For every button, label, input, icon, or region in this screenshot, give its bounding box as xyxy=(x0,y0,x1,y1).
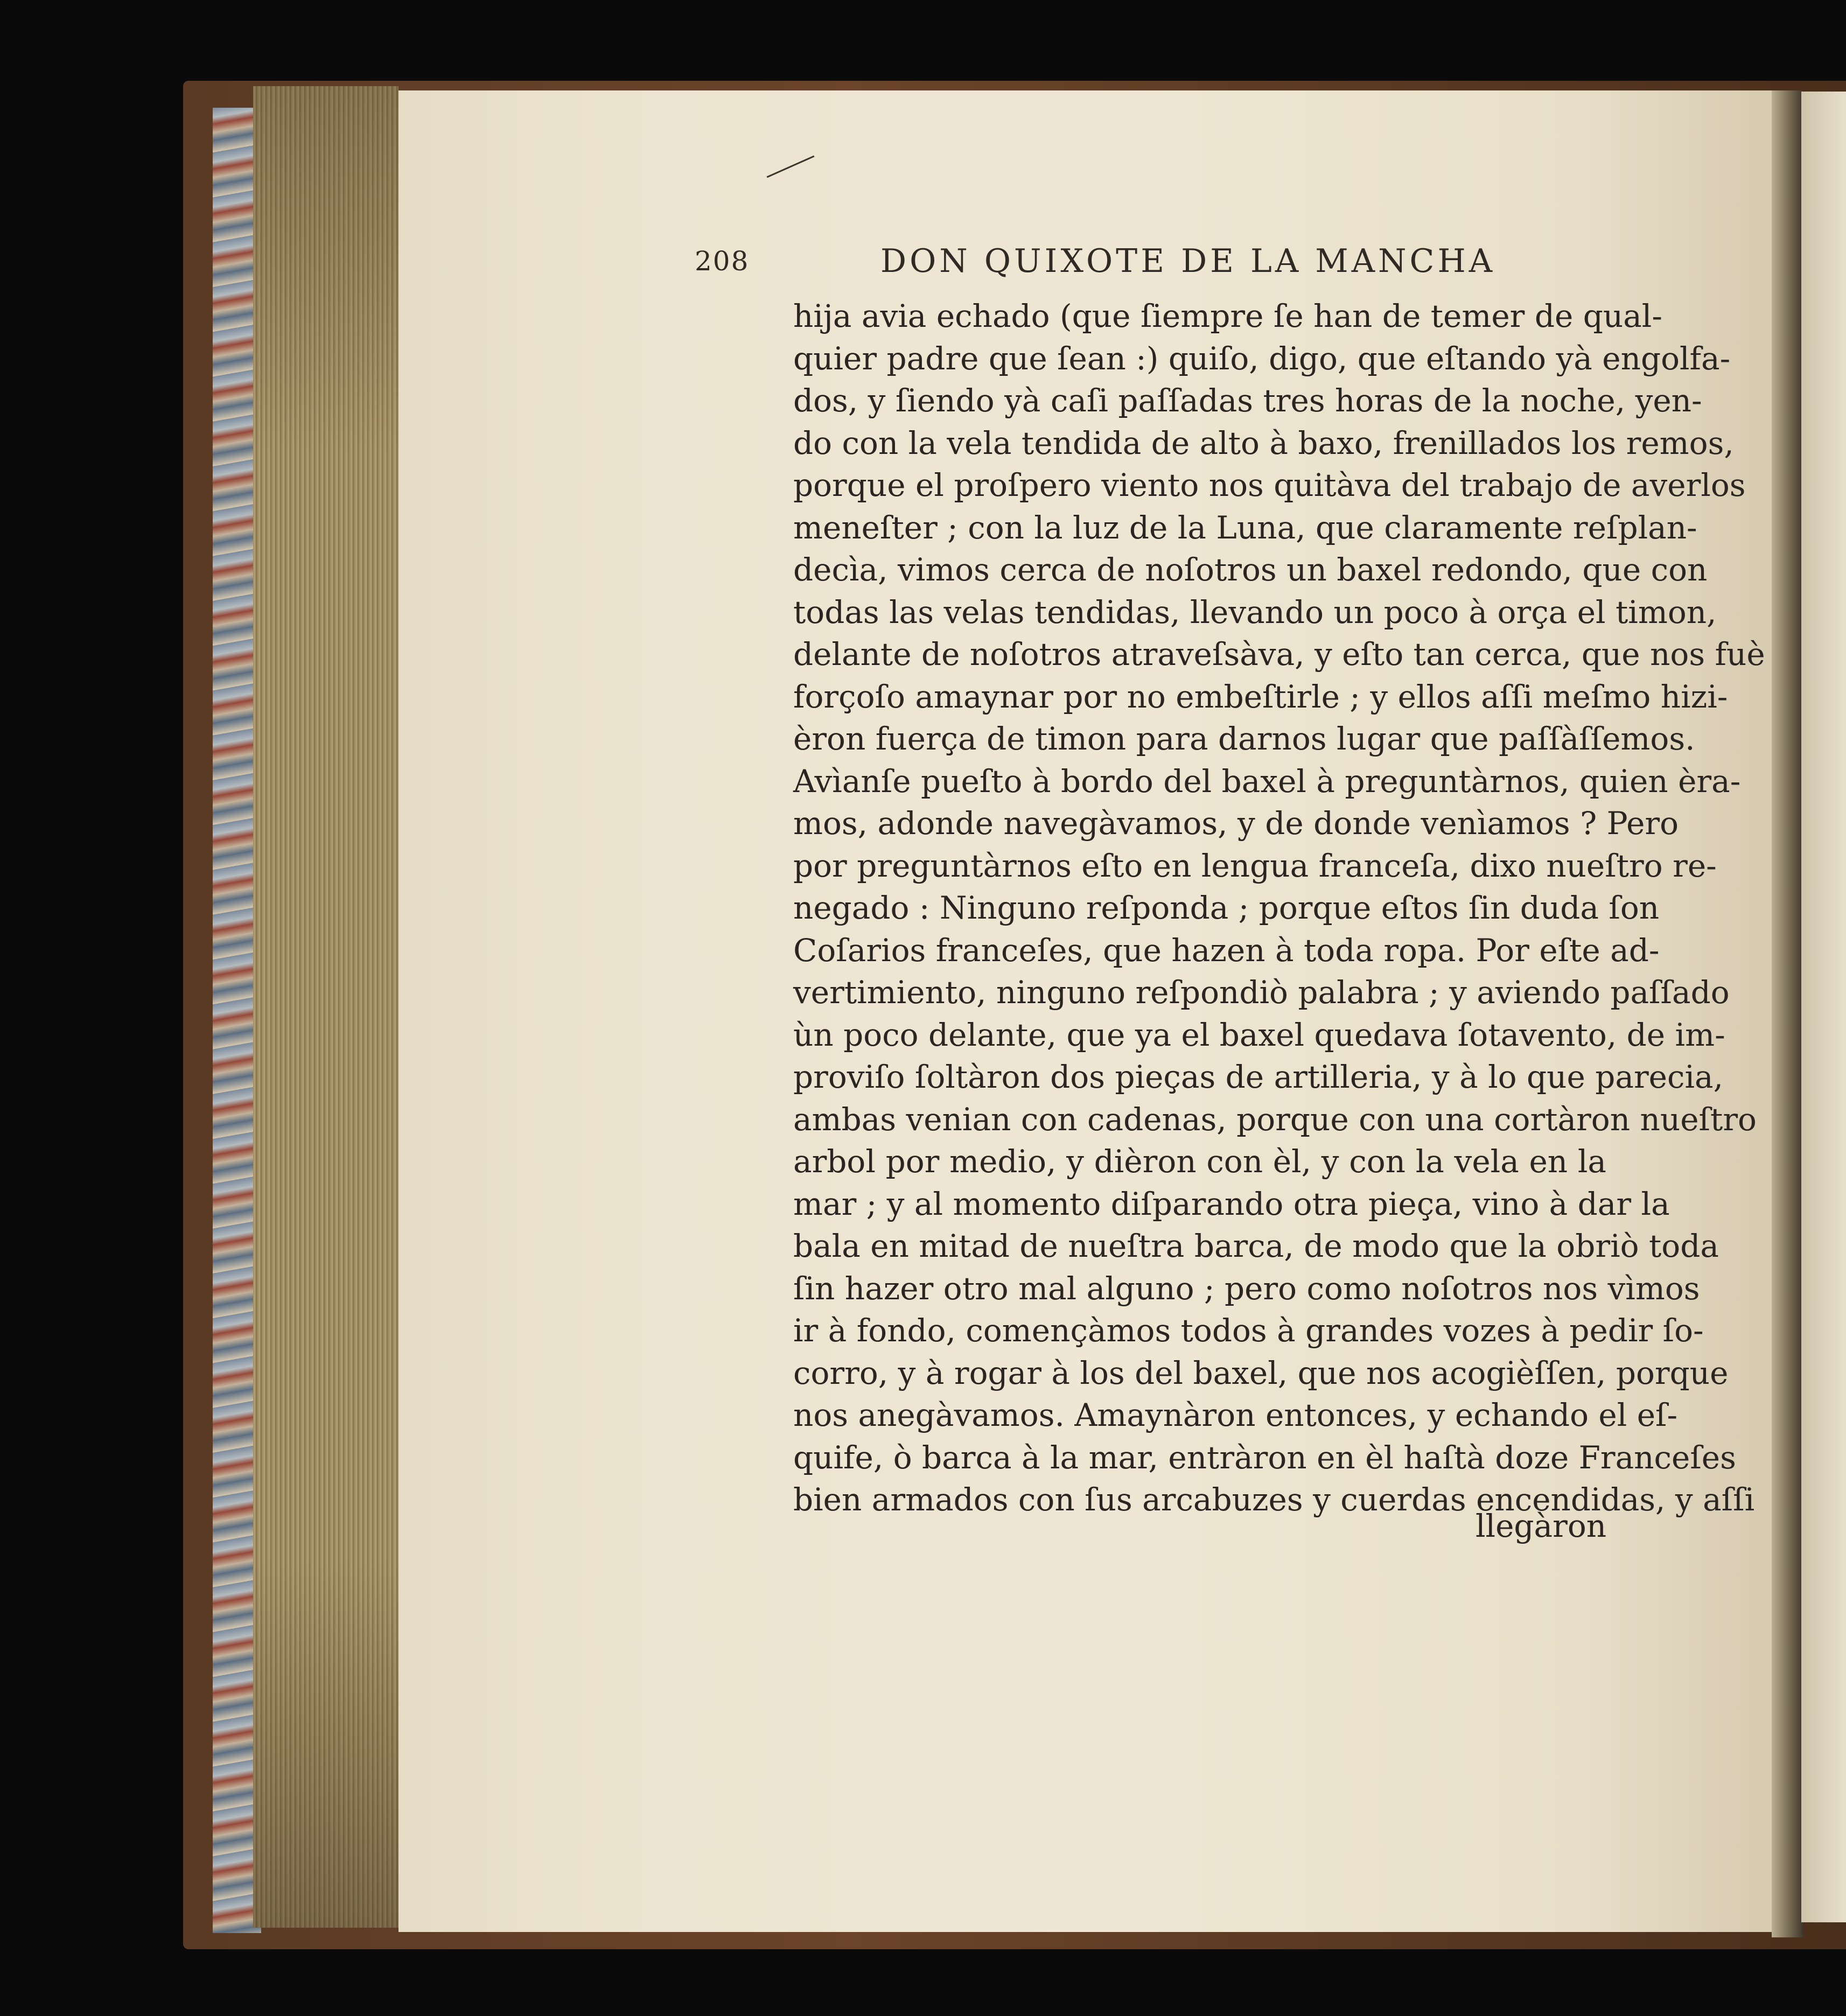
text-line: corro, y à rogar à los del baxel, que nos acogièſſen, porque xyxy=(793,1354,1729,1391)
text-line: todas las velas tendidas, llevando un poco à orça el timon, xyxy=(793,593,1717,631)
text-line: bien armados con ſus arcabuzes y cuerdas encendidas, y aſſi xyxy=(793,1481,1755,1518)
text-line: ir à fondo, començàmos todos à grandes vozes à pedir ſo- xyxy=(793,1312,1704,1349)
page-number: 208 xyxy=(695,246,750,277)
catchword: llegàron xyxy=(1476,1508,1607,1544)
page-gutter xyxy=(1772,90,1804,1937)
text-line: nos anegàvamos. Amaynàron entonces, y echando el eſ- xyxy=(793,1397,1678,1433)
text-line: negado : Ninguno reſponda ; porque eſtos ſin duda ſon xyxy=(793,890,1660,926)
text-line: meneſter ; con la luz de la Luna, que claramente reſplan- xyxy=(793,509,1697,546)
page-edges xyxy=(253,86,398,1928)
text-line: proviſo ſoltàron dos pieças de artilleria, y à lo que parecia, xyxy=(793,1059,1724,1095)
page-title: DON QUIXOTE DE LA MANCHA xyxy=(880,242,1496,280)
text-line: dos, y ſiendo yà caſi paſſadas tres horas de la noche, yen- xyxy=(793,382,1702,419)
facing-page-edge xyxy=(1801,92,1846,1922)
text-block xyxy=(793,295,1765,1521)
text-line: arbol por medio, y dièron con èl, y con la vela en la xyxy=(793,1143,1606,1180)
text-line: Coſarios franceſes, que hazen à toda ropa. Por eſte ad- xyxy=(793,932,1660,969)
text-line: Avìanſe pueſto à bordo del baxel à preguntàrnos, quien èra- xyxy=(793,762,1741,800)
text-line: vertimiento, ninguno reſpondiò palabra ; y aviendo paſſado xyxy=(793,974,1730,1011)
text-line: delante de noſotros atraveſsàva, y eſto tan cerca, que nos fuè xyxy=(793,636,1765,673)
text-line: mar ; y al momento diſparando otra pieça, vino à dar la xyxy=(793,1185,1670,1222)
running-head xyxy=(695,242,1610,285)
text-line: hija avia echado (que ſiempre ſe han de temer de qual- xyxy=(793,298,1662,334)
text-line: ambas venian con cadenas, porque con una cortàron nueſtro xyxy=(793,1101,1757,1138)
text-line: decìa, vimos cerca de noſotros un baxel redondo, que con xyxy=(793,551,1708,588)
text-line: ſin hazer otro mal alguno ; pero como noſotros nos vìmos xyxy=(793,1270,1700,1307)
text-line: do con la vela tendida de alto à baxo, frenillados los remos, xyxy=(793,424,1734,461)
text-line: forçoſo amaynar por no embeſtirle ; y ellos aſſi meſmo hizi- xyxy=(793,678,1728,715)
text-line: quier padre que ſean :) quiſo, digo, que eſtando yà engolfa- xyxy=(793,340,1731,377)
text-line: mos, adonde navegàvamos, y de donde venìamos ? Pero xyxy=(793,805,1679,842)
text-line: bala en mitad de nueſtra barca, de modo que la obriò toda xyxy=(793,1228,1719,1264)
text-line: quife, ò barca à la mar, entràron en èl haſtà doze Franceſes xyxy=(793,1439,1736,1476)
text-line: ùn poco delante, que ya el baxel quedava ſotavento, de im- xyxy=(793,1016,1725,1053)
text-line: porque el proſpero viento nos quitàva del trabajo de averlos xyxy=(793,467,1746,503)
text-line: èron fuerça de timon para darnos lugar que paſſàſſemos. xyxy=(793,720,1695,757)
text-line: por preguntàrnos eſto en lengua franceſa, dixo nueſtro re- xyxy=(793,847,1717,884)
